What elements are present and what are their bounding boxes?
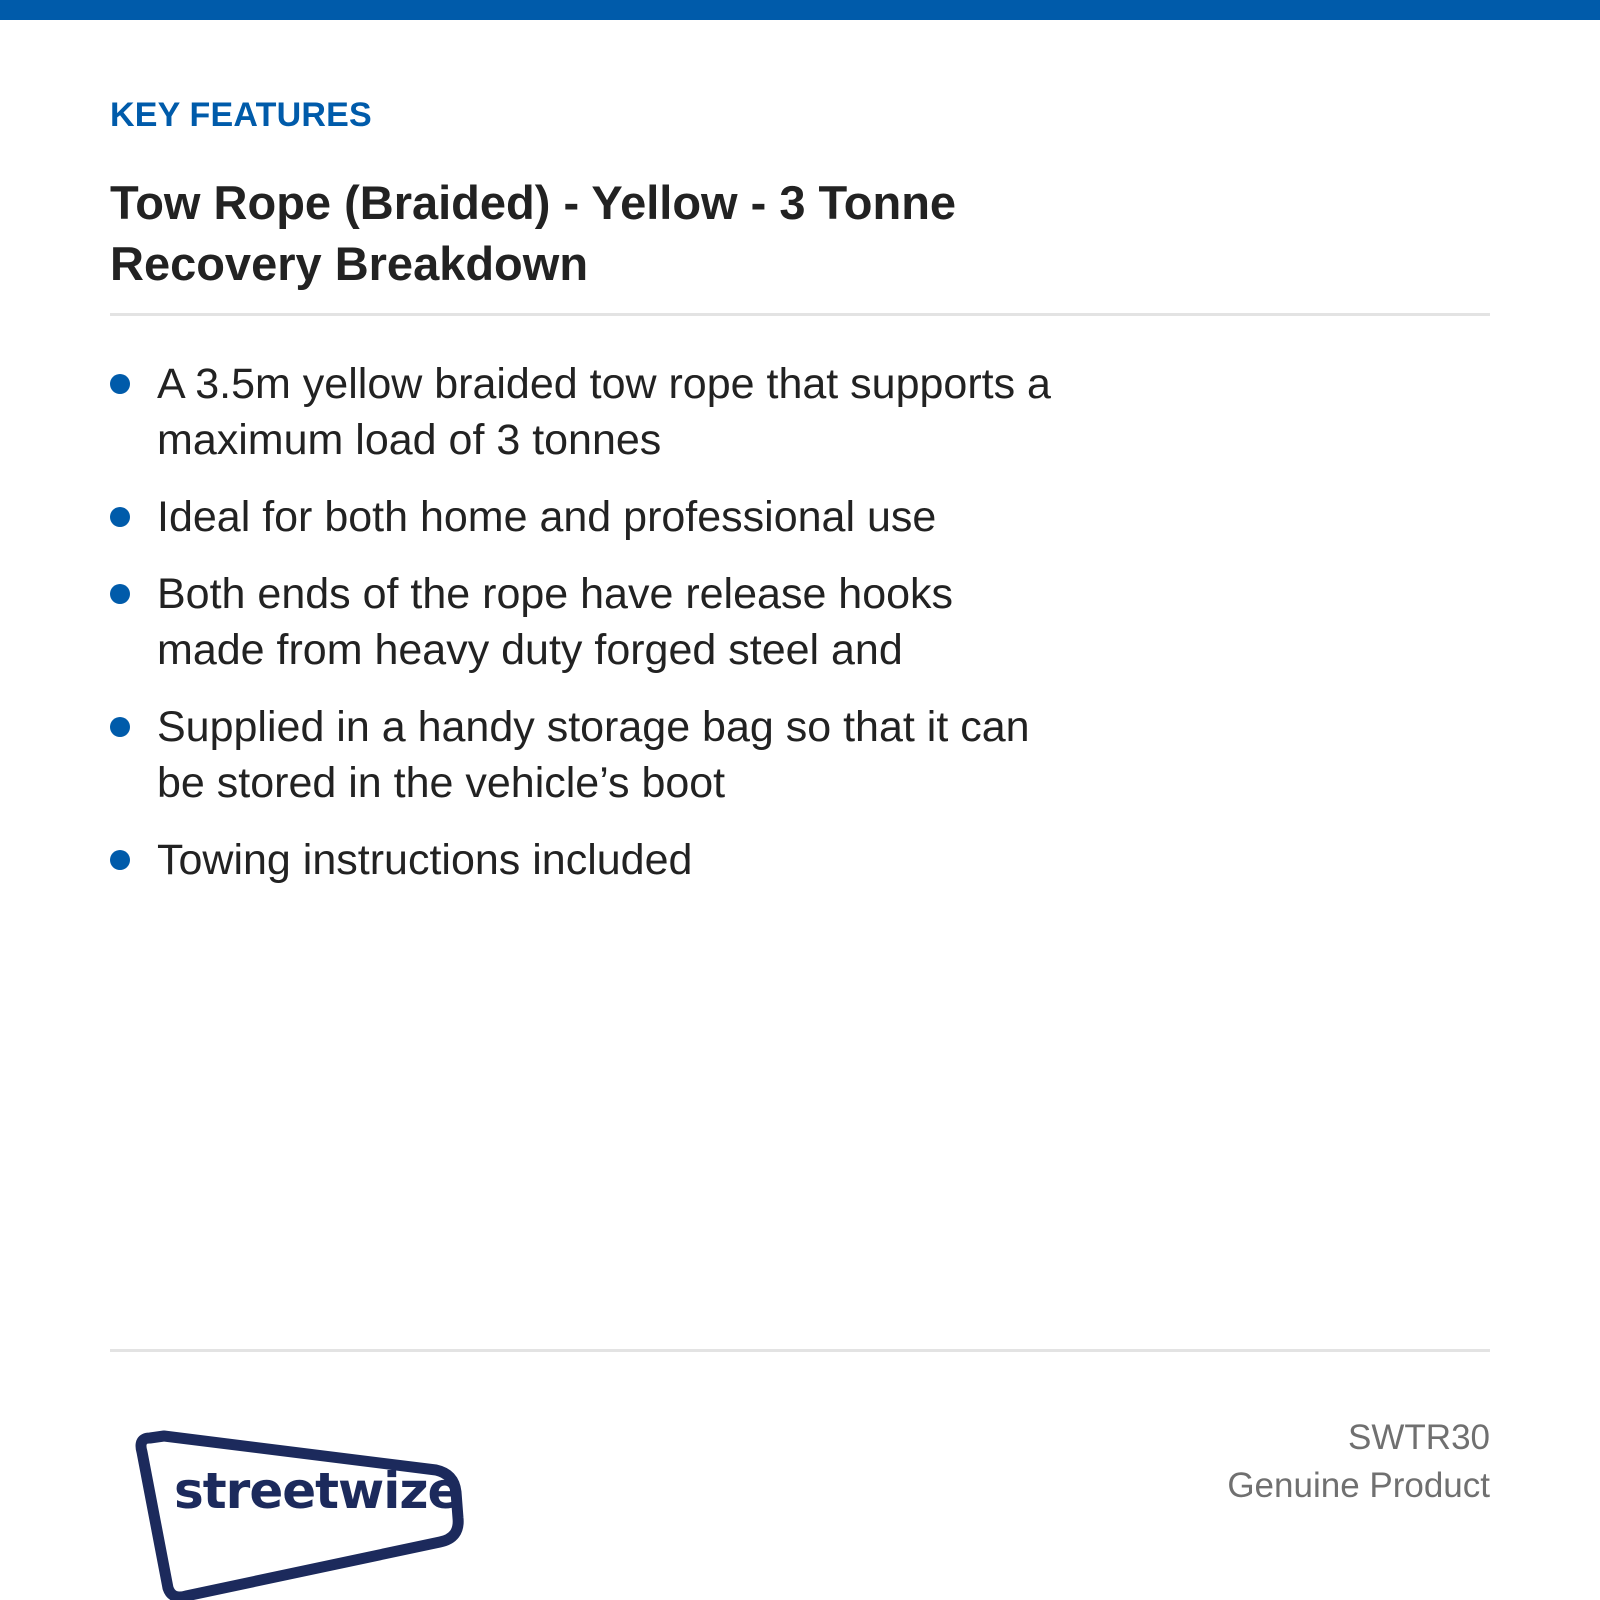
feature-text: A 3.5m yellow braided tow rope that supports a maximum load of 3 tonnes — [157, 360, 1051, 464]
bullet-dot-icon — [110, 850, 130, 870]
footer-divider — [110, 1349, 1490, 1352]
bullet-dot-icon — [110, 584, 130, 604]
feature-item — [110, 832, 1070, 888]
bullet-dot-icon — [110, 374, 130, 394]
feature-text: Both ends of the rope have release hooks made from heavy duty forged steel and — [157, 570, 954, 674]
title-divider — [110, 313, 1490, 316]
feature-item — [110, 356, 1070, 468]
top-accent-bar — [0, 0, 1600, 20]
logo-wordmark: streetwize — [174, 1462, 461, 1520]
feature-item — [110, 699, 1070, 811]
feature-item — [110, 489, 1070, 545]
feature-text: Ideal for both home and professional use — [157, 493, 937, 541]
bullet-dot-icon — [110, 507, 130, 527]
feature-text: Towing instructions included — [157, 836, 693, 884]
genuine-product-label: Genuine Product — [1227, 1466, 1490, 1505]
section-label: KEY FEATURES — [110, 96, 372, 134]
feature-text: Supplied in a handy storage bag so that it can be stored in the vehicle’s boot — [157, 703, 1030, 807]
bullet-dot-icon — [110, 717, 130, 737]
streetwize-logo — [130, 1430, 480, 1600]
product-title: Tow Rope (Braided) - Yellow - 3 Tonne Recovery Breakdown — [110, 176, 957, 290]
product-code: SWTR30 — [1348, 1418, 1490, 1457]
footer-info — [1227, 1414, 1490, 1510]
features-list — [110, 356, 1070, 909]
feature-item — [110, 566, 1070, 678]
